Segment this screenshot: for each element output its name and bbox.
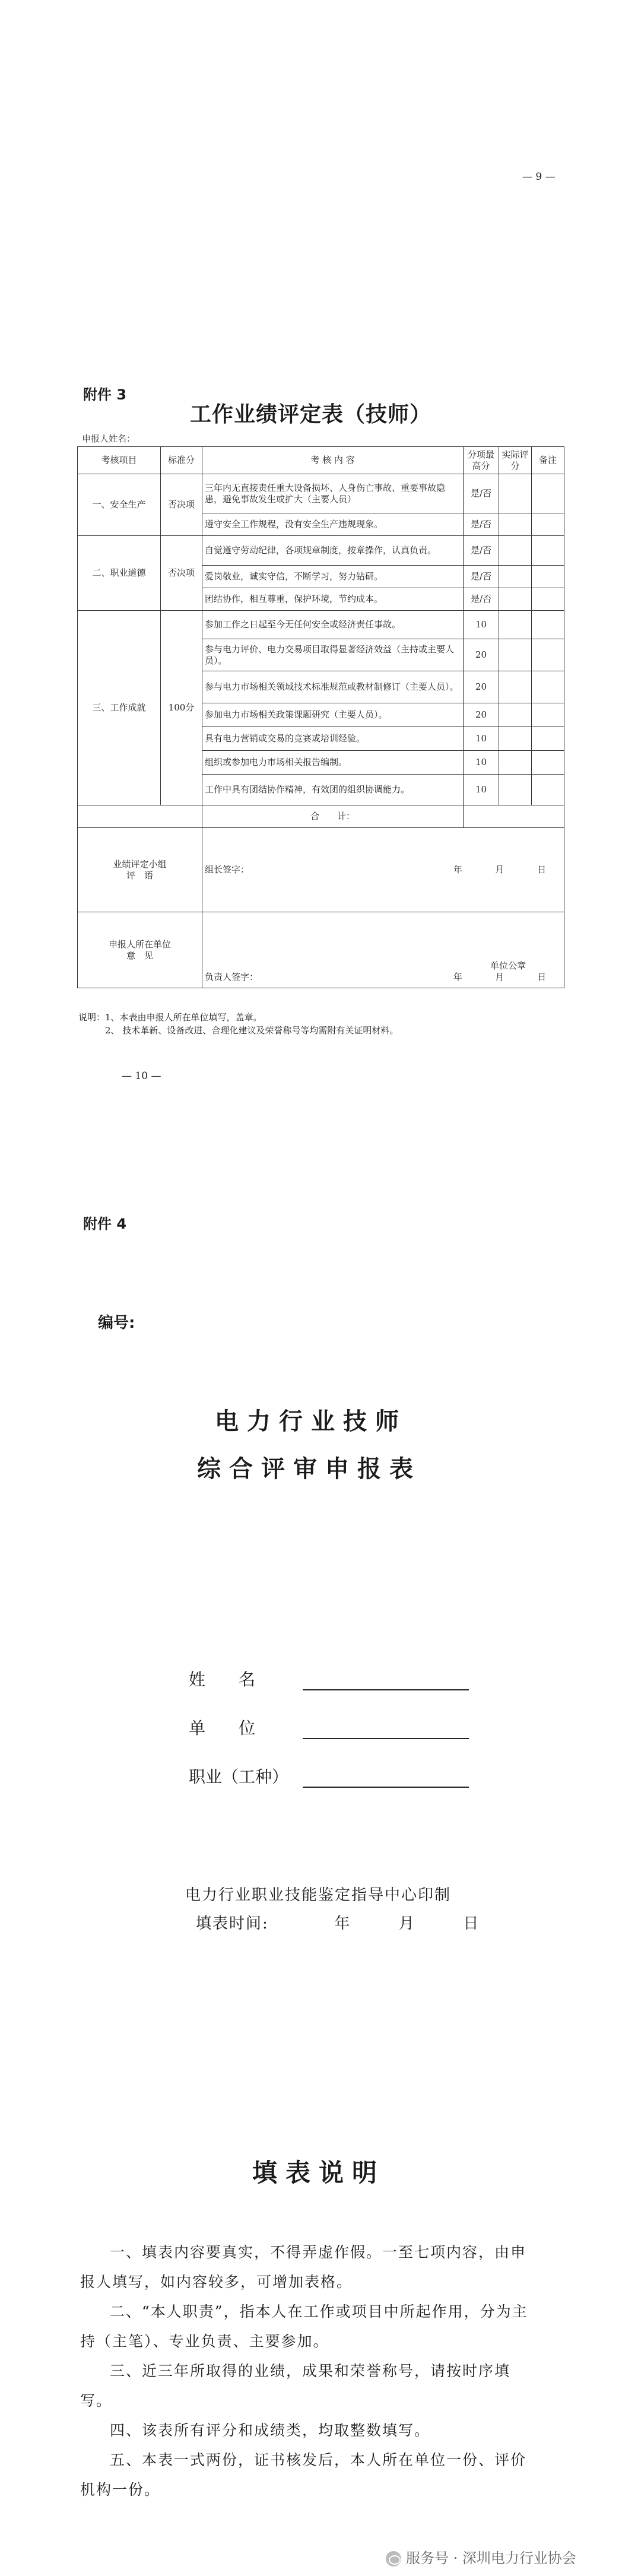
fill-month: 月 — [398, 1915, 415, 1933]
header-cell: 考 核 内 容 — [202, 447, 464, 474]
row-score — [499, 703, 532, 727]
table-header-row — [78, 447, 564, 474]
field-occupation — [189, 1764, 300, 1788]
total-value — [464, 805, 564, 828]
row-content: 组织或参加电力市场相关报告编制。 — [202, 751, 464, 775]
row-remark — [532, 611, 564, 639]
date-year: 年 — [453, 972, 462, 982]
instruction-paragraph: 三、近三年所取得的业绩，成果和荣誉称号，请按时序填写。 — [80, 2362, 511, 2409]
wechat-icon — [386, 2551, 401, 2567]
attachment4-label: 附件 4 — [83, 1216, 127, 1232]
row-max: 是/否 — [464, 536, 499, 566]
table-row — [78, 474, 564, 513]
row-max: 20 — [464, 639, 499, 671]
row-remark — [532, 588, 564, 611]
row-content: 爱岗敬业，诚实守信，不断学习，努力钻研。 — [202, 566, 464, 588]
employer-label: 申报人所在单位 意 见 — [78, 912, 202, 988]
row-max: 20 — [464, 703, 499, 727]
row-content: 团结协作，相互尊重，保护环境，节约成本。 — [202, 588, 464, 611]
date-month: 月 — [495, 972, 504, 982]
table-row — [78, 611, 564, 639]
total-label: 合 计： — [202, 805, 464, 828]
row-max: 是/否 — [464, 588, 499, 611]
field-name-label: 姓 名 — [189, 1670, 256, 1689]
number-label: 编号: — [98, 1314, 135, 1332]
date-day: 日 — [537, 864, 546, 875]
section-standard: 否决项 — [161, 474, 202, 536]
row-max: 20 — [464, 671, 499, 703]
note-line: 2、 技术革新、设备改进、合理化建议及荣誉称号等均需附有关证明材料。 — [78, 1025, 399, 1036]
instructions-title: 填表说明 — [252, 2158, 386, 2187]
row-max: 是/否 — [464, 474, 499, 513]
total-row — [78, 805, 564, 828]
row-score — [499, 727, 532, 751]
header-cell: 标准分 — [161, 447, 202, 474]
section-name: 二、职业道德 — [78, 536, 161, 611]
review-group-row — [78, 828, 564, 912]
row-content: 三年内无直接责任重大设备损坏、人身伤亡事故、重要事故隐患，避免事故发生或扩大（主要人员） — [202, 474, 464, 513]
applicant-name-label: 申报人姓名： — [82, 433, 136, 444]
row-remark — [532, 727, 564, 751]
row-content: 参加电力市场相关政策课题研究（主要人员）。 — [202, 703, 464, 727]
row-remark — [532, 703, 564, 727]
row-score — [499, 588, 532, 611]
date-year: 年 — [453, 864, 462, 875]
field-occupation-line[interactable] — [303, 1766, 469, 1788]
field-name-line[interactable] — [303, 1669, 469, 1690]
page-number-top: — 9 — — [522, 171, 556, 183]
row-remark — [532, 775, 564, 805]
row-content: 参加工作之日起至今无任何安全或经济责任事故。 — [202, 611, 464, 639]
row-score — [499, 671, 532, 703]
header-cell: 实际评分 — [499, 447, 532, 474]
page-number-10: — 10 — — [122, 1070, 161, 1082]
field-unit-label: 单 位 — [189, 1718, 256, 1738]
note-line: 说明：1、本表由申报人所在单位填写，盖章。 — [78, 1012, 262, 1023]
field-name — [189, 1667, 300, 1690]
total-empty — [78, 805, 202, 828]
row-max: 10 — [464, 727, 499, 751]
row-max: 是/否 — [464, 513, 499, 536]
review-group-cell — [202, 828, 564, 912]
section-name: 三、工作成就 — [78, 611, 161, 805]
review-group-sign: 组长签字： — [205, 864, 250, 875]
table-row — [78, 536, 564, 566]
fill-day: 日 — [463, 1915, 480, 1933]
row-score — [499, 611, 532, 639]
row-max: 是/否 — [464, 566, 499, 588]
fill-time — [196, 1911, 480, 1933]
employer-cell — [202, 912, 564, 988]
cover-title-line1: 电力行业技师 — [215, 1407, 407, 1435]
row-content: 遵守安全工作规程，没有安全生产违规现象。 — [202, 513, 464, 536]
row-remark — [532, 566, 564, 588]
header-cell: 备注 — [532, 447, 564, 474]
instruction-paragraph: 四、该表所有评分和成绩类，均取整数填写。 — [110, 2422, 431, 2439]
review-group-label: 业绩评定小组 评 语 — [78, 828, 202, 912]
fill-year: 年 — [334, 1915, 351, 1933]
employer-stamp: 单位公章 — [490, 960, 526, 971]
instruction-paragraph: 一、填表内容要真实，不得弄虚作假。一至七项内容，由申报人填写，如内容较多，可增加表格。 — [80, 2244, 527, 2291]
date-day: 日 — [537, 972, 546, 982]
attachment3-label: 附件 3 — [83, 386, 127, 403]
employer-row — [78, 912, 564, 988]
row-max: 10 — [464, 611, 499, 639]
field-unit — [189, 1715, 300, 1739]
field-occupation-label: 职业（工种） — [189, 1767, 289, 1787]
field-unit-line[interactable] — [303, 1718, 469, 1739]
attachment3-title: 工作业绩评定表（技师） — [190, 402, 432, 427]
performance-table — [77, 446, 564, 988]
row-max: 10 — [464, 775, 499, 805]
row-score — [499, 513, 532, 536]
row-score — [499, 775, 532, 805]
row-content: 自觉遵守劳动纪律，各项规章制度，按章操作，认真负责。 — [202, 536, 464, 566]
header-cell: 考核项目 — [78, 447, 161, 474]
row-remark — [532, 513, 564, 536]
section-standard: 否决项 — [161, 536, 202, 611]
row-score — [499, 536, 532, 566]
section-name: 一、安全生产 — [78, 474, 161, 536]
employer-sign: 负责人签字： — [205, 972, 259, 982]
table-notes — [78, 1011, 398, 1037]
issuer-text: 电力行业职业技能鉴定指导中心印制 — [185, 1886, 452, 1904]
instructions-body — [80, 2238, 531, 2505]
cover-title-line2: 综合评审申报表 — [197, 1455, 421, 1483]
row-remark — [532, 474, 564, 513]
fill-time-label: 填表时间: — [196, 1915, 269, 1933]
instruction-paragraph: 五、本表一式两份，证书核发后，本人所在单位一份、评价机构一份。 — [80, 2451, 527, 2498]
footer-text: 服务号 · 深圳电力行业协会 — [406, 2550, 576, 2567]
row-remark — [532, 639, 564, 671]
row-content: 参与电力市场相关领域技术标准规范或教材制修订（主要人员）。 — [202, 671, 464, 703]
instruction-paragraph: 二、“本人职责”，指本人在工作或项目中所起作用，分为主持（主笔）、专业负责、主要参加。 — [80, 2303, 528, 2350]
row-content: 具有电力营销或交易的竞赛或培训经验。 — [202, 727, 464, 751]
row-max: 10 — [464, 751, 499, 775]
row-remark — [532, 751, 564, 775]
section-standard: 100分 — [161, 611, 202, 805]
row-remark — [532, 671, 564, 703]
row-score — [499, 474, 532, 513]
row-score — [499, 566, 532, 588]
row-content: 工作中具有团结协作精神，有效团的组织协调能力。 — [202, 775, 464, 805]
date-month: 月 — [495, 864, 504, 875]
header-cell: 分项最高分 — [464, 447, 499, 474]
footer-watermark — [386, 2546, 576, 2567]
row-score — [499, 751, 532, 775]
row-remark — [532, 536, 564, 566]
row-score — [499, 639, 532, 671]
row-content: 参与电力评价、电力交易项目取得显著经济效益（主持或主要人员）。 — [202, 639, 464, 671]
